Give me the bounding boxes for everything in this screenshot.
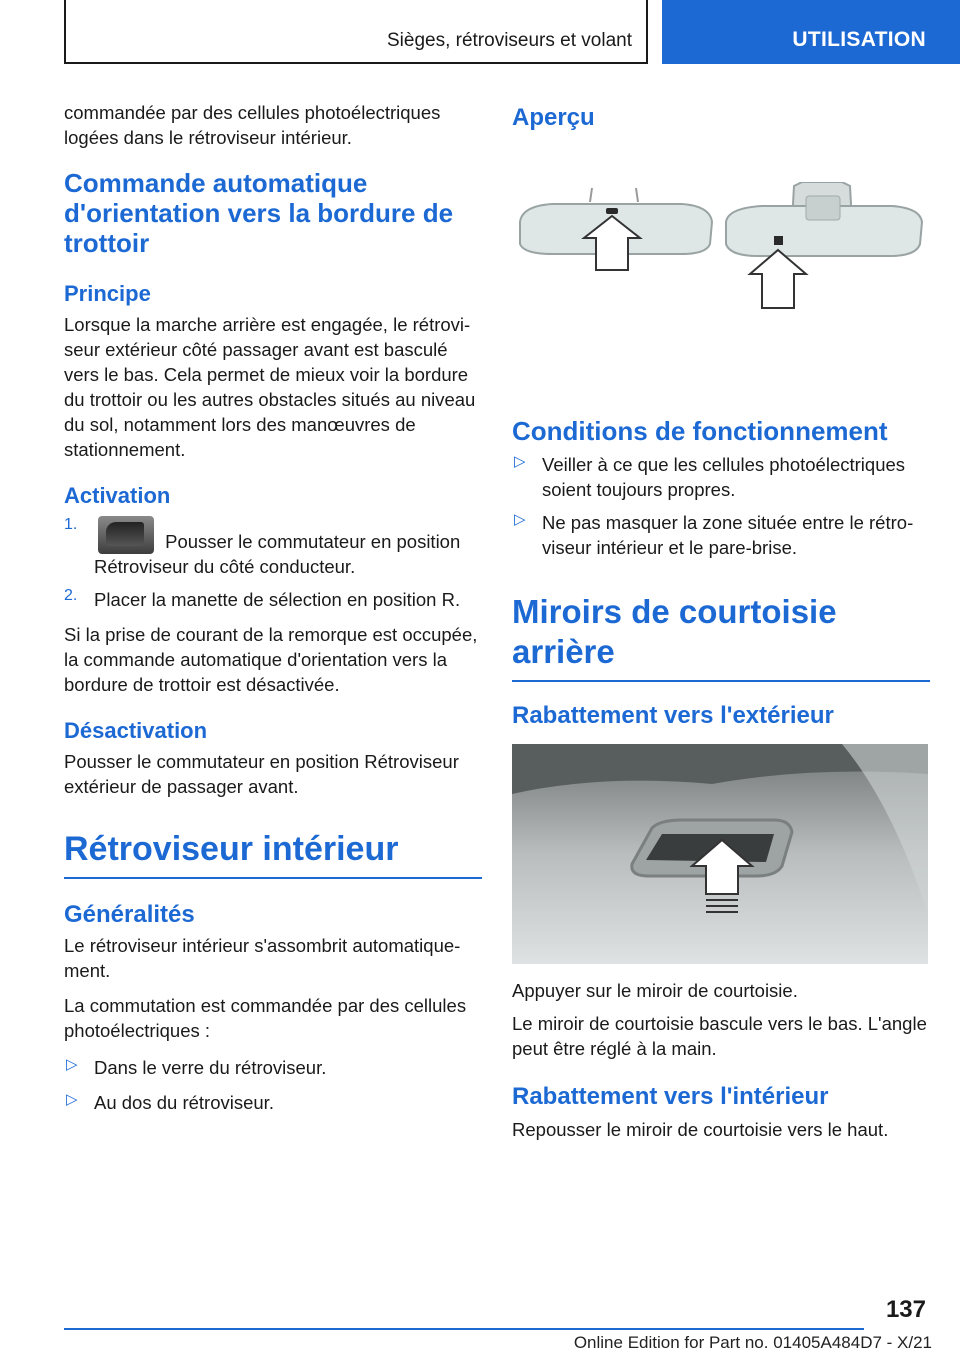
list-item bbox=[512, 510, 930, 560]
section-title: Sièges, rétroviseurs et volant bbox=[386, 30, 632, 51]
footer-divider bbox=[64, 1328, 864, 1330]
bullet-text: Dans le verre du rétroviseur. bbox=[94, 1057, 327, 1078]
int-text: Repousser le miroir de courtoisie vers le haut. bbox=[512, 1119, 889, 1140]
gen-text-1: Le rétroviseur intérieur s'assombrit automatiquement. bbox=[64, 935, 461, 981]
heading-rabattement-int: Rabattement vers l'intérieur bbox=[512, 1083, 829, 1110]
heading-miroirs: Miroirs de courtoisie arrière bbox=[512, 592, 930, 682]
desactivation-text: Pousser le commutateur en position Rétroviseur extérieur de passager avant. bbox=[64, 751, 459, 797]
step-1-text: Pousser le commutateur en position Rétroviseur du côté conducteur. bbox=[94, 531, 461, 577]
heading-retroviseur: Rétroviseur intérieur bbox=[64, 829, 482, 879]
tab-utilisation[interactable] bbox=[662, 0, 960, 64]
tab-label: UTILISATION bbox=[792, 28, 926, 51]
heading-rabattement-ext: Rabattement vers l'extérieur bbox=[512, 702, 834, 729]
activation-note: Si la prise de courant de la remorque est occupée, la commande automatique d'orientation vers la bordure de trottoir est désactivée. bbox=[64, 624, 478, 695]
vanity-mirror-photo bbox=[512, 744, 928, 964]
list-item bbox=[64, 1090, 482, 1115]
page-number: 137 bbox=[885, 1296, 926, 1323]
left-column bbox=[64, 100, 482, 1115]
bullet-text: Ne pas masquer la zone située entre le rétroviseur intérieur et le pare-brise. bbox=[542, 512, 914, 558]
heading-conditions: Conditions de fonctionnement bbox=[512, 416, 888, 446]
intro-text: commandée par des cellules photoélectriques logées dans le rétroviseur intérieur. bbox=[64, 102, 441, 148]
step-1 bbox=[64, 516, 482, 579]
step-2-number: 2. bbox=[64, 587, 78, 604]
bullet-triangle-icon: ▷ bbox=[514, 511, 526, 528]
heading-generalites: Généralités bbox=[64, 901, 195, 928]
ext-text-2: Le miroir de courtoisie bascule vers le bas. L'angle peut être réglé à la main. bbox=[512, 1013, 927, 1059]
bullet-triangle-icon: ▷ bbox=[66, 1056, 78, 1073]
heading-desactivation: Désactivation bbox=[64, 718, 208, 743]
principe-text: Lorsque la marche arrière est engagée, le rétroviseur extérieur côté passager avant est basculé vers le bas. Cela permet de mieux voir la bordure du trottoir ou les autres obstacles situés au niveau du sol, notamment lors des manœuvres de stationnement. bbox=[64, 314, 476, 460]
step-2 bbox=[64, 587, 482, 612]
right-column bbox=[512, 104, 930, 1142]
heading-activation: Activation bbox=[64, 483, 171, 508]
heading-curb: Commande automatique d'orientation vers la bordure de trottoir bbox=[64, 168, 454, 258]
step-1-number: 1. bbox=[64, 516, 78, 533]
header-box bbox=[64, 0, 648, 64]
heading-apercu: Aperçu bbox=[512, 104, 595, 131]
heading-principe: Principe bbox=[64, 281, 151, 306]
mirror-overview-illustration bbox=[512, 182, 928, 332]
ext-text-1: Appuyer sur le miroir de courtoisie. bbox=[512, 980, 798, 1001]
list-item bbox=[512, 452, 930, 502]
bullet-text: Veiller à ce que les cellules photoélectriques soient toujours propres. bbox=[542, 454, 906, 500]
bullet-triangle-icon: ▷ bbox=[66, 1091, 78, 1108]
gen-text-2: La commutation est commandée par des cellules photoélectriques : bbox=[64, 995, 467, 1041]
step-2-text: Placer la manette de sélection en position R. bbox=[94, 589, 461, 610]
list-item bbox=[64, 1055, 482, 1080]
bullet-triangle-icon: ▷ bbox=[514, 453, 526, 470]
bullet-text: Au dos du rétroviseur. bbox=[94, 1092, 274, 1113]
footer-edition: Online Edition for Part no. 01405A484D7 - X/21 bbox=[573, 1333, 932, 1352]
mirror-switch-icon bbox=[98, 516, 154, 554]
